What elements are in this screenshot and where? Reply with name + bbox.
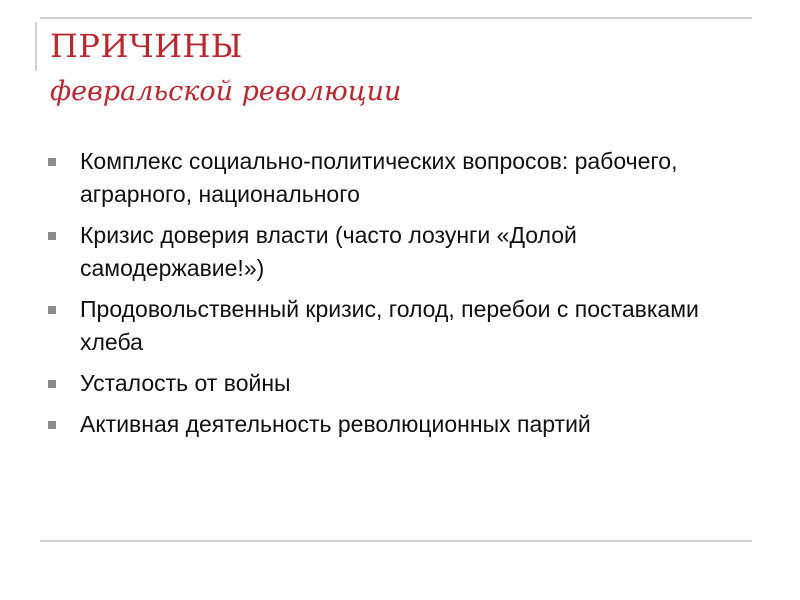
bullet-item	[48, 408, 748, 441]
bullet-text: Продовольственный кризис, голод, перебои с поставками хлеба	[80, 296, 699, 355]
bullet-item	[48, 145, 748, 211]
square-bullet-icon	[48, 380, 56, 388]
top-divider-line	[40, 17, 752, 19]
bullet-text: Комплекс социально-политических вопросов: рабочего, аграрного, национального	[80, 148, 678, 207]
title-heading: ПРИЧИНЫ	[50, 27, 243, 65]
bullet-item	[48, 367, 748, 400]
bullet-text: Активная деятельность революционных партий	[80, 411, 591, 437]
square-bullet-icon	[48, 306, 56, 314]
bullet-item	[48, 293, 748, 359]
bullet-list	[48, 145, 748, 449]
bottom-divider-line	[40, 540, 752, 542]
square-bullet-icon	[48, 421, 56, 429]
title-subheading: февральской революции	[50, 76, 402, 107]
square-bullet-icon	[48, 232, 56, 240]
bullet-item	[48, 219, 748, 285]
bullet-text: Усталость от войны	[80, 370, 291, 396]
slide-title	[50, 27, 750, 107]
square-bullet-icon	[48, 158, 56, 166]
left-accent-line	[35, 22, 37, 71]
bullet-text: Кризис доверия власти (часто лозунги «Долой самодержавие!»)	[80, 222, 577, 281]
